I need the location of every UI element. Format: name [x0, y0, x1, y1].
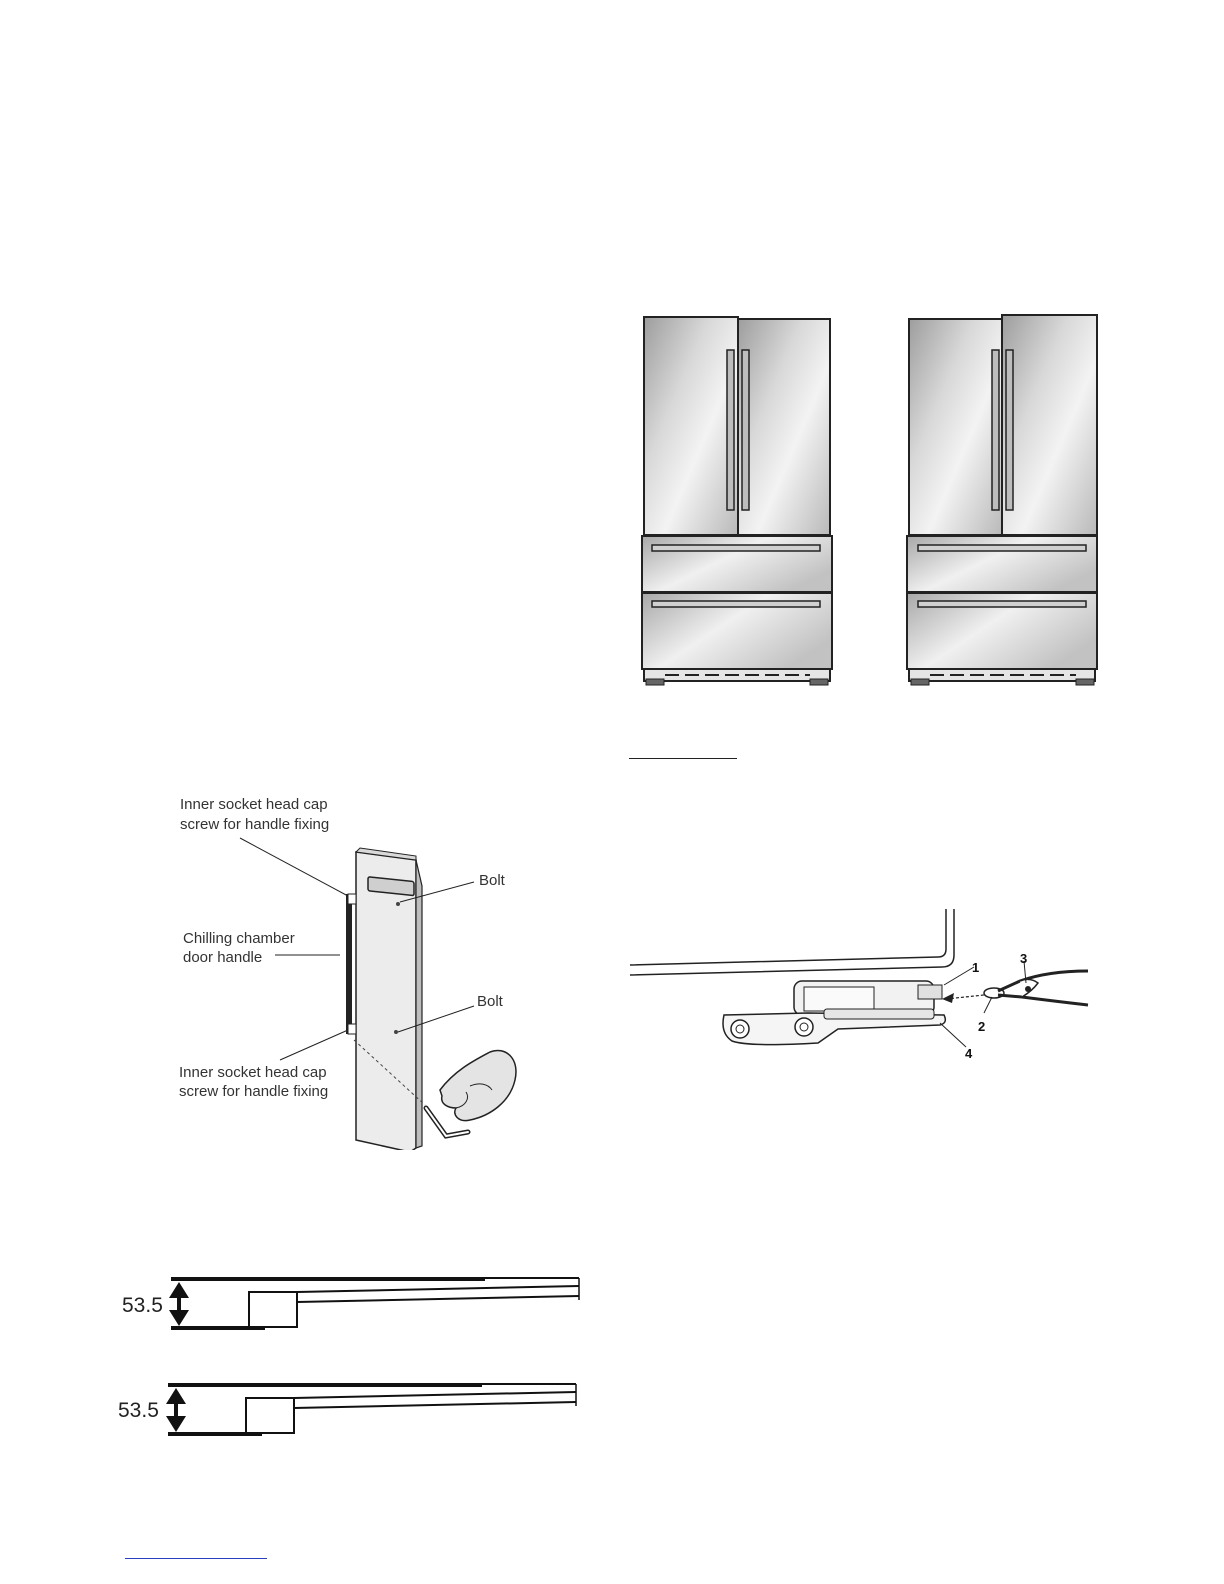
- refrigerator-left: [642, 317, 832, 685]
- top-screw-label-2: screw for handle fixing: [180, 816, 330, 833]
- bolt-bottom-label: Bolt: [477, 993, 503, 1010]
- dimension-figure-1: [165, 1270, 585, 1340]
- refrigerator-right: [907, 315, 1097, 685]
- bottom-screw-label-1: Inner socket head cap: [179, 1064, 327, 1081]
- hinge-figure: [628, 905, 1098, 1070]
- callout-2: 2: [978, 1019, 986, 1034]
- callout-4: 4: [965, 1046, 973, 1061]
- top-screw-label-1: Inner socket head cap: [180, 796, 328, 813]
- bolt-top-label: Bolt: [479, 872, 505, 889]
- bottom-screw-label-2: screw for handle fixing: [179, 1083, 329, 1100]
- handle-label-2: door handle: [183, 949, 263, 966]
- refrigerators-figure: [630, 305, 1110, 690]
- handle-label-1: Chilling chamber: [183, 930, 295, 947]
- callout-1: 1: [972, 960, 980, 975]
- dimension-value-2: 53.5: [118, 1399, 159, 1422]
- dimension-value-1: 53.5: [122, 1294, 163, 1317]
- dimension-figure-2: [162, 1376, 582, 1446]
- callout-3: 3: [1020, 951, 1028, 966]
- section-rule: [629, 758, 737, 759]
- pliers-icon: [984, 971, 1088, 1005]
- footer-link-rule: [125, 1558, 267, 1559]
